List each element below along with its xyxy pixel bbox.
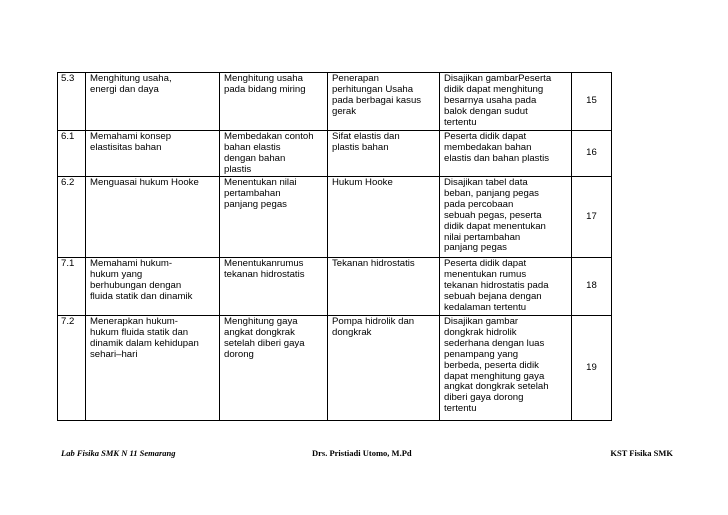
cell-indikator: Menentukanrumus tekanan hidrostatis: [220, 258, 328, 316]
cell-kompetensi: Menghitung usaha, energi dan daya: [86, 73, 220, 131]
cell-soal: Disajikan gambarPeserta didik dapat menghitung besarnya usaha pada balok dengan sudut tertentu: [440, 73, 572, 131]
cell-soal: Disajikan tabel data beban, panjang pegas pada percobaan sebuah pegas, peserta didik dapat menentukan nilai pertambahan panjang pegas: [440, 177, 572, 258]
cell-indikator: Membedakan contoh bahan elastis dengan bahan plastis: [220, 131, 328, 177]
table-row: [58, 73, 612, 131]
cell-materi: Sifat elastis dan plastis bahan: [328, 131, 440, 177]
cell-materi: Hukum Hooke: [328, 177, 440, 258]
cell-soal: Peserta didik dapat membedakan bahan elastis dan bahan plastis: [440, 131, 572, 177]
cell-indikator: Menentukan nilai pertambahan panjang pegas: [220, 177, 328, 258]
cell-materi: Tekanan hidrostatis: [328, 258, 440, 316]
cell-no: 6.2: [58, 177, 86, 258]
table-row: [58, 177, 612, 258]
footer-lab-name: Lab Fisika SMK N 11 Semarang: [61, 448, 176, 458]
cell-no: 7.2: [58, 316, 86, 421]
cell-nomor-soal: 19: [572, 316, 612, 421]
table-row: [58, 316, 612, 421]
kisi-kisi-table: [57, 72, 612, 421]
cell-no: 6.1: [58, 131, 86, 177]
cell-soal: Disajikan gambar dongkrak hidrolik sederhana dengan luas penampang yang berbeda, peserta didik dapat menghitung gaya angkat dongkrak setelah diberi gaya dorong tertentu: [440, 316, 572, 421]
cell-soal: Peserta didik dapat menentukan rumus tekanan hidrostatis pada sebuah bejana dengan kedalaman tertentu: [440, 258, 572, 316]
cell-nomor-soal: 15: [572, 73, 612, 131]
cell-materi: Penerapan perhitungan Usaha pada berbagai kasus gerak: [328, 73, 440, 131]
cell-materi: Pompa hidrolik dan dongkrak: [328, 316, 440, 421]
table-row: [58, 131, 612, 177]
cell-indikator: Menghitung gaya angkat dongkrak setelah diberi gaya dorong: [220, 316, 328, 421]
cell-no: 5.3: [58, 73, 86, 131]
cell-nomor-soal: 18: [572, 258, 612, 316]
cell-kompetensi: Menguasai hukum Hooke: [86, 177, 220, 258]
cell-kompetensi: Menerapkan hukum- hukum fluida statik dan dinamik dalam kehidupan sehari–hari: [86, 316, 220, 421]
cell-nomor-soal: 17: [572, 177, 612, 258]
table-row: [58, 258, 612, 316]
cell-nomor-soal: 16: [572, 131, 612, 177]
cell-kompetensi: Memahami konsep elastisitas bahan: [86, 131, 220, 177]
cell-indikator: Menghitung usaha pada bidang miring: [220, 73, 328, 131]
footer-author: Drs. Pristiadi Utomo, M.Pd: [312, 448, 412, 458]
cell-no: 7.1: [58, 258, 86, 316]
footer-document-title: KST Fisika SMK: [610, 448, 673, 458]
cell-kompetensi: Memahami hukum- hukum yang berhubungan dengan fluida statik dan dinamik: [86, 258, 220, 316]
